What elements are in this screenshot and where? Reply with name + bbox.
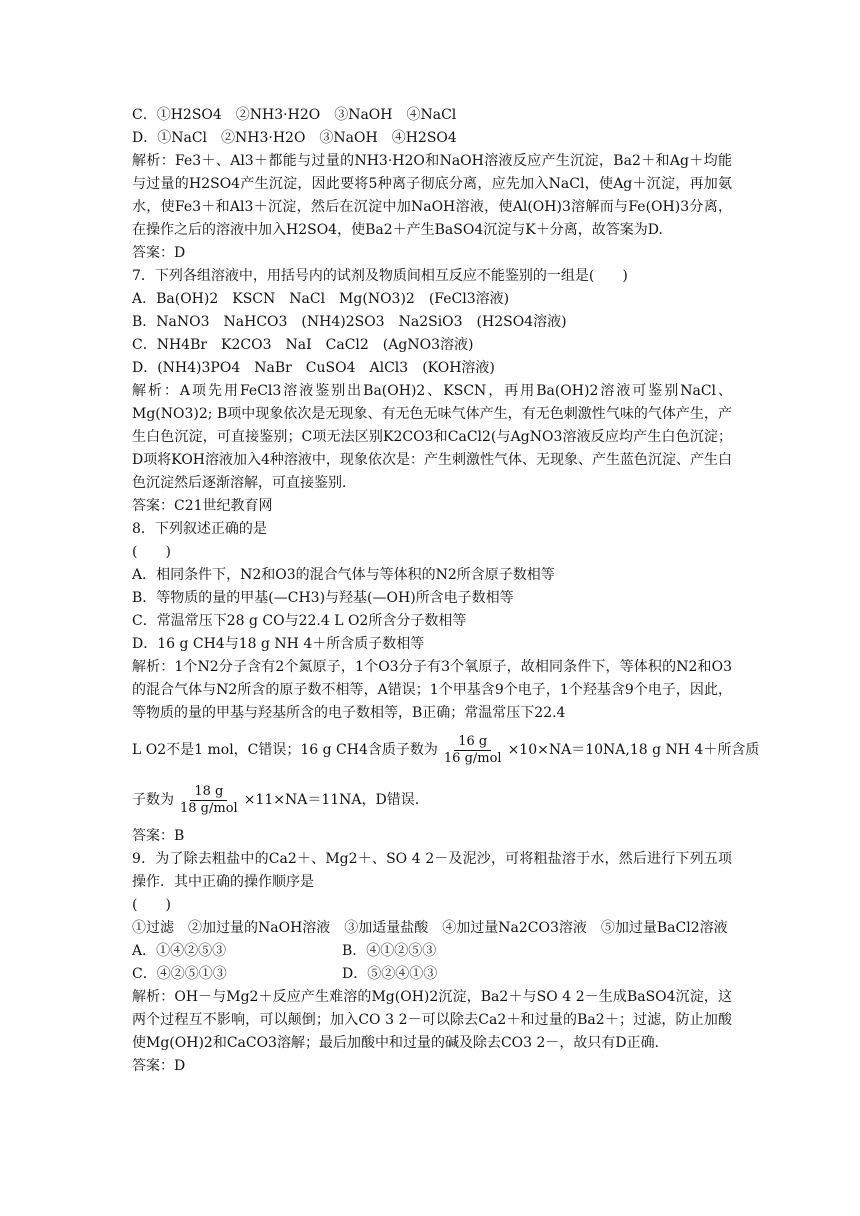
q6-answer: 答案：D bbox=[132, 245, 186, 261]
fraction-1 bbox=[440, 734, 506, 767]
q9-options-row-2 bbox=[132, 963, 732, 986]
q8-option-d: D．16 g CH4与18 g NH 4＋所含质子数相等 bbox=[132, 636, 425, 652]
q6-explanation: 解析：Fe3＋、Al3＋都能与过量的NH3·H2O和NaOH溶液反应产生沉淀，Ba2＋和Ag＋均能与过量的H2SO4产生沉淀，因此要将5种离子彻底分离，应先加入NaCl，使Ag＋沉淀，再加氨水，使Fe3＋和Al3＋沉淀，然后在沉淀中加NaOH溶液，使Al(OH)3溶解而与Fe(OH)3分离，在操作之后的溶液中加入H2SO4，使Ba2＋产生BaSO4沉淀与K＋分离，故答案为D. bbox=[132, 153, 732, 238]
q7-explanation: 解析：A项先用FeCl3溶液鉴别出Ba(OH)2、KSCN，再用Ba(OH)2溶液可鉴别NaCl、Mg(NO3)2; B项中现象依次是无现象、有无色无味气体产生，有无色刺激性气味的气体产生，产生白色沉淀，可直接鉴别；C项无法区别K2CO3和CaCl2(与AgNO3溶液反应均产生白色沉淀；D项将KOH溶液加入4种溶液中，现象依次是：产生刺激性气体、无现象、产生蓝色沉淀、产生白色沉淀然后逐渐溶解，可直接鉴别． bbox=[132, 383, 732, 491]
q9-answer: 答案：D bbox=[132, 1058, 186, 1074]
q8-blank: ( ) bbox=[132, 544, 171, 560]
fraction-2 bbox=[176, 784, 242, 817]
q9-operations: ①过滤 ②加过量的NaOH溶液 ③加适量盐酸 ④加过量Na2CO3溶液 ⑤加过量BaCl2溶液 bbox=[132, 920, 728, 936]
q9-option-c: C．④②⑤①③ bbox=[132, 966, 227, 982]
fraction-2-numerator: 18 g bbox=[190, 784, 227, 801]
fraction-2-pre: 子数为 bbox=[132, 792, 174, 808]
q9-option-a: A．①④②⑤③ bbox=[132, 943, 227, 959]
q6-option-c: C．①H2SO4 ②NH3·H2O ③NaOH ④NaCl bbox=[132, 107, 457, 123]
fraction-1-pre: L O2不是1 mol，C错误；16 g CH4含质子数为 bbox=[132, 742, 438, 758]
fraction-1-denominator: 16 g/mol bbox=[443, 750, 502, 766]
q7-option-d: D．(NH4)3PO4 NaBr CuSO4 AlCl3 (KOH溶液) bbox=[132, 360, 495, 376]
q6-option-d: D．①NaCl ②NH3·H2O ③NaOH ④H2SO4 bbox=[132, 130, 457, 146]
q9-option-d: D．⑤②④①③ bbox=[342, 966, 438, 982]
q9-option-b: B．④①②⑤③ bbox=[342, 943, 437, 959]
fraction-1-post: ×10×NA＝10NA,18 g NH 4＋所含质 bbox=[507, 742, 760, 758]
fraction-1-numerator: 16 g bbox=[454, 734, 491, 751]
q7-option-b: B．NaNO3 NaHCO3 (NH4)2SO3 Na2SiO3 (H2SO4溶液) bbox=[132, 314, 567, 330]
q7-answer: 答案：C21世纪教育网 bbox=[132, 498, 273, 514]
q9-blank: ( ) bbox=[132, 897, 171, 913]
q8-option-b: B．等物质的量的甲基(—CH3)与羟基(—OH)所含电子数相等 bbox=[132, 590, 514, 606]
q7-option-a: A．Ba(OH)2 KSCN NaCl Mg(NO3)2 (FeCl3溶液) bbox=[132, 291, 510, 307]
q8-explanation: 解析：1个N2分子含有2个氮原子，1个O3分子有3个氧原子，故相同条件下，等体积的N2和O3的混合气体与N2所含的原子数不相等，A错误；1个甲基含9个电子，1个羟基含9个电子，因此，等物质的量的甲基与羟基所含的电子数相等，B正确；常温常压下22.4 bbox=[132, 659, 732, 721]
fraction-2-post: ×11×NA＝11NA，D错误． bbox=[243, 792, 429, 808]
q9-stem: 9．为了除去粗盐中的Ca2＋、Mg2＋、SO 4 2－及泥沙，可将粗盐溶于水，然后进行下列五项操作．其中正确的操作顺序是 bbox=[132, 851, 732, 890]
q8-fraction-line-1 bbox=[132, 725, 760, 775]
q7-stem: 7．下列各组溶液中，用括号内的试剂及物质间相互反应不能鉴别的一组是( ) bbox=[132, 268, 628, 284]
q8-option-c: C．常温常压下28 g CO与22.4 L O2所含分子数相等 bbox=[132, 613, 467, 629]
q8-option-a: A．相同条件下，N2和O3的混合气体与等体积的N2所含原子数相等 bbox=[132, 567, 555, 583]
document-page bbox=[132, 104, 760, 1078]
fraction-2-denominator: 18 g/mol bbox=[180, 800, 238, 816]
q8-answer: 答案：B bbox=[132, 828, 185, 844]
q9-explanation: 解析：OH－与Mg2＋反应产生难溶的Mg(OH)2沉淀，Ba2＋与SO 4 2－生成BaSO4沉淀，这两个过程互不影响，可以颠倒；加入CO 3 2－可以除去Ca2＋和过量的Ba2＋；过滤，防止加酸使Mg(OH)2和CaCO3溶解；最后加酸中和过量的碱及除去CO3 2－，故只有D正确． bbox=[132, 989, 732, 1051]
q7-option-c: C．NH4Br K2CO3 NaI CaCl2 (AgNO3溶液) bbox=[132, 337, 474, 353]
q9-options-row-1 bbox=[132, 940, 732, 963]
q8-stem: 8．下列叙述正确的是 bbox=[132, 521, 267, 537]
q8-fraction-line-2 bbox=[132, 775, 732, 825]
